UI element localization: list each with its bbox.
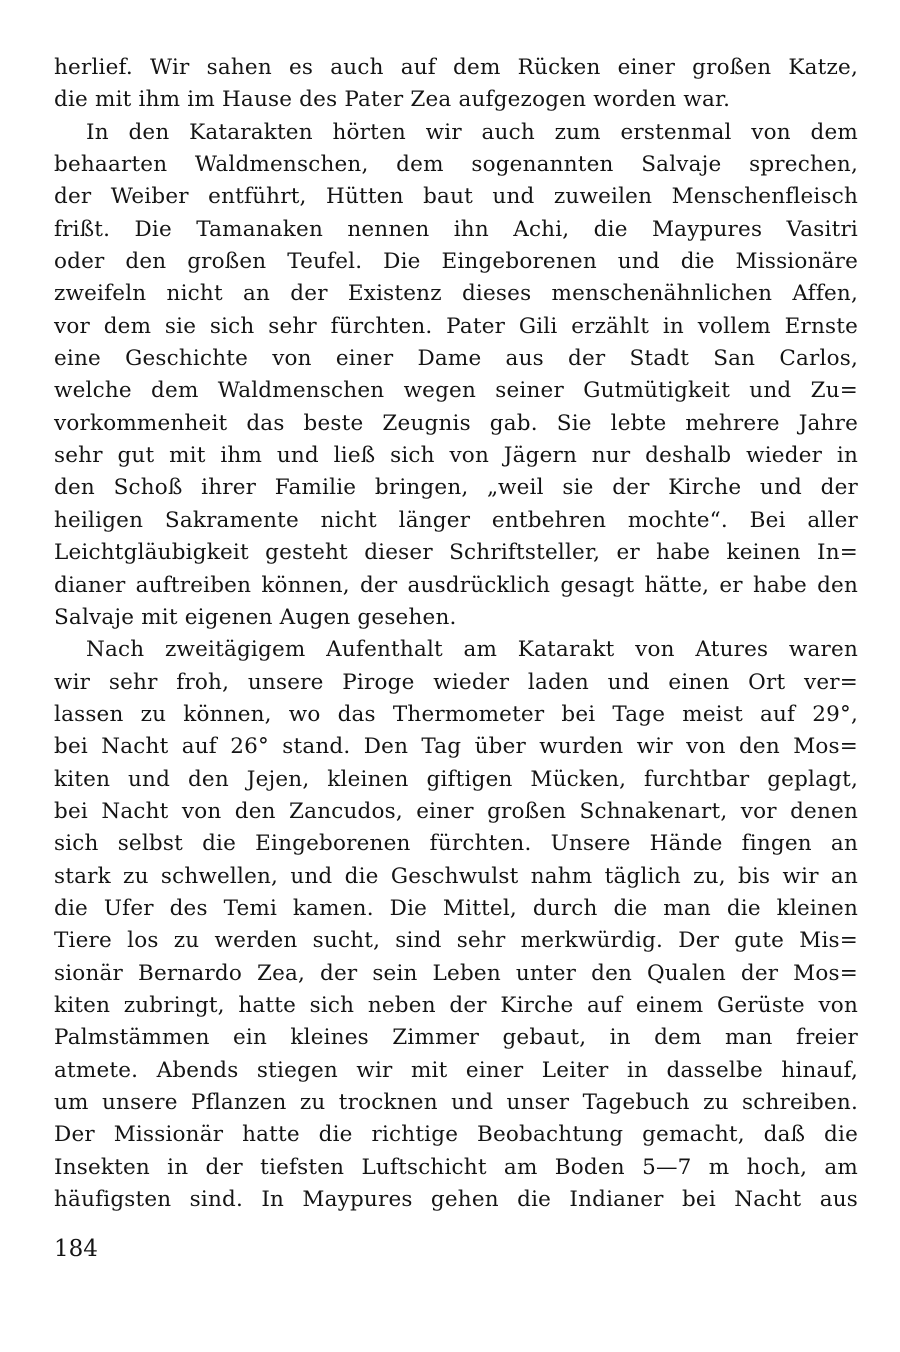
text-line: Tiere los zu werden sucht, sind sehr merkwürdig. Der gute Mis=	[54, 928, 858, 954]
text-line: In den Katarakten hörten wir auch zum erstenmal von dem	[86, 119, 858, 145]
text-line: atmete. Abends stiegen wir mit einer Leiter in dasselbe hinauf,	[54, 1057, 858, 1083]
page-number: 184	[54, 1236, 98, 1262]
text-line: heiligen Sakramente nicht länger entbehren mochte“. Bei aller	[54, 507, 858, 533]
text-line: oder den großen Teufel. Die Eingeborenen und die Missionäre	[54, 249, 858, 275]
text-line: wir sehr froh, unsere Piroge wieder laden und einen Ort ver=	[54, 669, 858, 695]
text-line: bei Nacht von den Zancudos, einer großen Schnakenart, vor denen	[54, 798, 858, 824]
text-line: der Weiber entführt, Hütten baut und zuweilen Menschenfleisch	[54, 184, 858, 210]
text-line: kiten zubringt, hatte sich neben der Kirche auf einem Gerüste von	[54, 992, 858, 1018]
text-line: kiten und den Jejen, kleinen giftigen Mücken, furchtbar geplagt,	[54, 766, 858, 792]
text-line: Nach zweitägigem Aufenthalt am Katarakt von Atures waren	[86, 637, 858, 663]
text-line: um unsere Pflanzen zu trocknen und unser Tagebuch zu schreiben.	[54, 1090, 858, 1115]
text-line: sehr gut mit ihm und ließ sich von Jägern nur deshalb wieder in	[54, 443, 858, 469]
text-line: eine Geschichte von einer Dame aus der Stadt San Carlos,	[54, 346, 858, 372]
text-line: die Ufer des Temi kamen. Die Mittel, durch die man die kleinen	[54, 895, 858, 921]
text-line: Salvaje mit eigenen Augen gesehen.	[54, 604, 457, 630]
text-line: Leichtgläubigkeit gesteht dieser Schriftsteller, er habe keinen In=	[54, 540, 858, 566]
text-line: welche dem Waldmenschen wegen seiner Gutmütigkeit und Zu=	[54, 378, 858, 404]
text-line: sionär Bernardo Zea, der sein Leben unter den Qualen der Mos=	[54, 960, 858, 986]
text-line: zweifeln nicht an der Existenz dieses menschenähnlichen Affen,	[54, 281, 858, 307]
text-line: den Schoß ihrer Familie bringen, „weil sie der Kirche und der	[54, 475, 858, 501]
text-line: bei Nacht auf 26° stand. Den Tag über wurden wir von den Mos=	[54, 734, 858, 760]
text-line: sich selbst die Eingeborenen fürchten. Unsere Hände fingen an	[54, 831, 858, 857]
text-line: Palmstämmen ein kleines Zimmer gebaut, in dem man freier	[54, 1025, 858, 1051]
text-line: herlief. Wir sahen es auch auf dem Rücken einer großen Katze,	[54, 55, 858, 80]
body-text	[54, 52, 858, 1216]
text-line: Der Missionär hatte die richtige Beobachtung gemacht, daß die	[54, 1122, 858, 1148]
text-line: häufigsten sind. In Maypures gehen die Indianer bei Nacht aus	[54, 1187, 858, 1213]
text-line: behaarten Waldmenschen, dem sogenannten Salvaje sprechen,	[54, 152, 858, 178]
text-line: die mit ihm im Hause des Pater Zea aufgezogen worden war.	[54, 87, 731, 113]
text-line: dianer auftreiben können, der ausdrücklich gesagt hätte, er habe den	[54, 572, 858, 598]
text-line: vorkommenheit das beste Zeugnis gab. Sie lebte mehrere Jahre	[54, 410, 858, 436]
text-line: vor dem sie sich sehr fürchten. Pater Gili erzählt in vollem Ernste	[54, 313, 858, 339]
text-line: frißt. Die Tamanaken nennen ihn Achi, die Maypures Vasitri	[54, 216, 858, 242]
text-line: stark zu schwellen, und die Geschwulst nahm täglich zu, bis wir an	[54, 863, 858, 889]
text-line: Insekten in der tiefsten Luftschicht am Boden 5—7 m hoch, am	[54, 1154, 858, 1180]
text-line: lassen zu können, wo das Thermometer bei Tage meist auf 29°,	[54, 701, 858, 727]
